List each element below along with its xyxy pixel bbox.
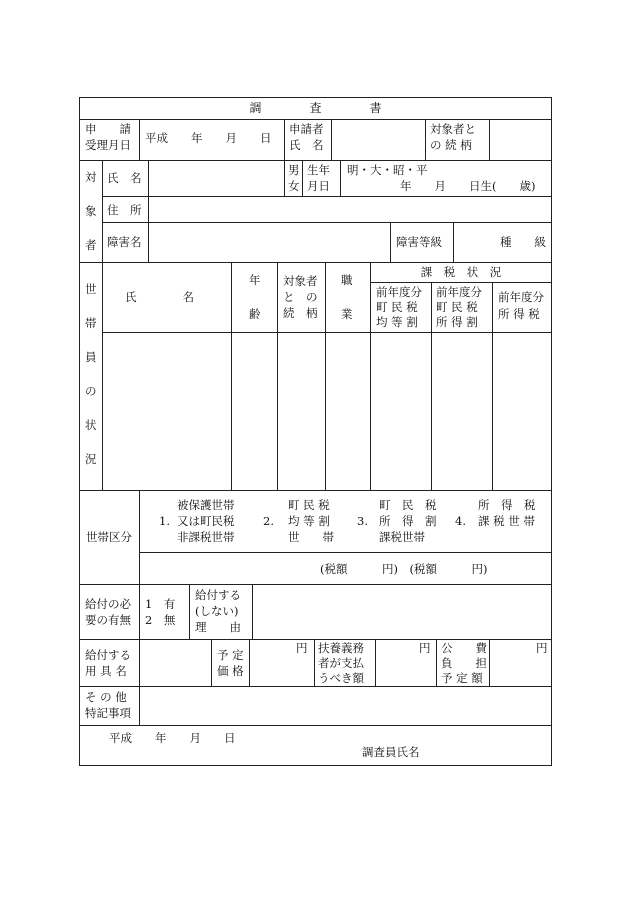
category-option-4-number[interactable]: 4. xyxy=(455,514,466,528)
receipt-date-label: 受理月日 xyxy=(85,138,131,152)
type-label: 種 級 xyxy=(500,235,546,249)
rule xyxy=(189,584,190,639)
border-top xyxy=(79,97,552,98)
planned-price-label: 予 定 xyxy=(217,648,244,662)
household-side-label: の xyxy=(85,384,97,398)
rule xyxy=(370,282,552,283)
birth-label: 生年 xyxy=(307,163,330,177)
category-option-4: 所 得 税 xyxy=(478,498,536,512)
disability-grade-label: 障害等級 xyxy=(396,235,442,249)
age-header: 年 xyxy=(249,273,261,287)
rule xyxy=(79,584,552,585)
household-category-label: 世帯区分 xyxy=(86,530,132,544)
border-right xyxy=(551,97,552,766)
applicant-label: 申請者 xyxy=(289,122,324,136)
form-title: 調 査 書 xyxy=(249,101,382,115)
rule xyxy=(453,222,454,262)
rule xyxy=(284,119,285,160)
rule xyxy=(302,160,303,196)
rule xyxy=(79,490,552,491)
category-option-1: 又は町民税 xyxy=(177,514,235,528)
public-expense-label: 公 費 xyxy=(441,641,487,655)
item-label: 用 具 名 xyxy=(85,664,127,678)
reason-field[interactable] xyxy=(256,586,550,637)
rule xyxy=(436,639,437,686)
household-members-area[interactable] xyxy=(104,334,550,488)
obligor-label: うべき額 xyxy=(318,671,364,685)
age-header: 齢 xyxy=(249,307,261,321)
item-name-field[interactable] xyxy=(143,641,209,684)
rule xyxy=(314,639,315,686)
notes-label: そ の 他 xyxy=(85,690,127,704)
rule xyxy=(139,584,140,639)
public-yen-unit: 円 xyxy=(536,641,548,655)
rule xyxy=(102,196,552,197)
rule xyxy=(79,262,552,263)
category-option-3-number[interactable]: 3. xyxy=(357,514,368,528)
era-options[interactable]: 明・大・昭・平 xyxy=(347,163,428,177)
rule xyxy=(102,262,103,490)
relation-header: 対象者 xyxy=(283,274,318,288)
necessity-label: 要の有無 xyxy=(85,613,131,627)
rule xyxy=(331,119,332,160)
disability-name-field[interactable] xyxy=(152,224,388,260)
category-option-3: 課税世帯 xyxy=(379,530,425,544)
gender-label: 男 xyxy=(288,163,300,177)
relation-label: 対象者と xyxy=(430,122,476,136)
reason-label: 給付する xyxy=(195,588,241,602)
rule xyxy=(139,639,140,686)
tax-amount-field[interactable]: (税額 円) (税額 円) xyxy=(320,562,488,576)
rule xyxy=(79,160,552,161)
address-label: 住 所 xyxy=(107,203,142,217)
tax-col2-header: 町 民 税 xyxy=(436,300,478,314)
tax-col1-header: 均 等 割 xyxy=(376,315,418,329)
border-left xyxy=(79,97,80,766)
applicant-name-field[interactable] xyxy=(336,121,424,159)
investigator-label: 調査員氏名 xyxy=(362,745,420,759)
household-side-label: 世 xyxy=(85,282,97,296)
investigator-name-field[interactable] xyxy=(425,743,549,763)
relation-label: の 続 柄 xyxy=(430,138,472,152)
rule xyxy=(102,332,552,333)
obligor-label: 扶養義務 xyxy=(318,641,364,655)
necessity-option-yes[interactable]: 1 有 xyxy=(145,597,176,611)
rule xyxy=(249,639,250,686)
occupation-header: 職 xyxy=(341,273,353,287)
footer-date-field[interactable]: 平成 年 月 日 xyxy=(109,731,236,745)
relation-header: と の xyxy=(283,290,318,304)
rule xyxy=(79,639,552,640)
rule xyxy=(340,160,341,196)
rule xyxy=(425,119,426,160)
rule xyxy=(211,639,212,686)
planned-price-label: 価 格 xyxy=(217,664,244,678)
reason-label: (しない) xyxy=(195,604,239,618)
rule xyxy=(284,160,285,196)
rule xyxy=(79,686,552,687)
rule xyxy=(79,119,552,120)
category-option-1: 非課税世帯 xyxy=(177,530,235,544)
rule xyxy=(489,639,490,686)
rule xyxy=(375,639,376,686)
rule xyxy=(139,686,140,725)
subject-side-label: 者 xyxy=(85,238,97,252)
public-expense-label: 予 定 額 xyxy=(441,671,483,685)
tax-col2-header: 前年度分 xyxy=(436,285,482,299)
reason-label: 理 由 xyxy=(195,620,241,634)
category-option-3: 町 民 税 xyxy=(379,498,437,512)
rule xyxy=(148,160,149,262)
obligor-yen-unit: 円 xyxy=(419,641,431,655)
birth-label: 月日 xyxy=(307,179,330,193)
item-label: 給付する xyxy=(85,648,131,662)
public-expense-label: 負 担 xyxy=(441,656,487,670)
relation-header: 続 柄 xyxy=(283,306,318,320)
category-option-2-number[interactable]: 2. xyxy=(263,514,274,528)
tax-col2-header: 所 得 割 xyxy=(436,315,478,329)
obligor-label: 者が支払 xyxy=(318,656,364,670)
subject-side-label: 対 xyxy=(85,170,97,184)
tax-col1-header: 町 民 税 xyxy=(376,300,418,314)
necessity-option-no[interactable]: 2 無 xyxy=(145,613,176,627)
rule xyxy=(390,222,391,262)
subject-name-label: 氏 名 xyxy=(107,171,142,185)
rule xyxy=(139,490,140,584)
household-side-label: 員 xyxy=(85,350,97,364)
receipt-date-field[interactable]: 平成 年 月 日 xyxy=(145,131,272,145)
birth-date-field[interactable]: 年 月 日生( 歳) xyxy=(400,179,536,193)
rule xyxy=(489,119,490,160)
tax-col1-header: 前年度分 xyxy=(376,285,422,299)
border-bottom xyxy=(79,765,552,766)
notes-field[interactable] xyxy=(143,688,550,723)
category-option-2: 町 民 税 xyxy=(288,498,330,512)
subject-side-label: 象 xyxy=(85,204,97,218)
address-field[interactable] xyxy=(152,198,550,220)
household-side-label: 況 xyxy=(85,452,97,466)
applicant-label: 氏 名 xyxy=(289,138,324,152)
subject-name-field[interactable] xyxy=(152,162,282,194)
rule xyxy=(102,160,103,262)
category-option-4: 課 税 世 帯 xyxy=(478,514,535,528)
tax-status-header: 課 税 状 況 xyxy=(420,265,502,279)
disability-name-label: 障害名 xyxy=(107,235,142,249)
category-option-2: 均 等 割 xyxy=(288,514,330,528)
household-side-label: 状 xyxy=(85,418,97,432)
rule xyxy=(139,119,140,160)
rule xyxy=(139,552,552,553)
tax-col3-header: 所 得 税 xyxy=(498,307,540,321)
rule xyxy=(252,584,253,639)
necessity-label: 給付の必 xyxy=(85,597,131,611)
relation-field[interactable] xyxy=(494,121,550,159)
rule xyxy=(79,725,552,726)
category-option-1-number[interactable]: 1. xyxy=(159,514,170,528)
gender-label: 女 xyxy=(288,179,300,193)
tax-col3-header: 前年度分 xyxy=(498,290,544,304)
rule xyxy=(102,222,552,223)
category-option-2: 世 帯 xyxy=(288,530,334,544)
household-side-label: 帯 xyxy=(85,316,97,330)
price-yen-unit: 円 xyxy=(296,641,308,655)
notes-label: 特記事項 xyxy=(85,706,131,720)
category-option-3: 所 得 割 xyxy=(379,514,437,528)
occupation-header: 業 xyxy=(341,307,353,321)
receipt-date-label: 申 請 xyxy=(85,122,131,136)
member-name-header: 氏 名 xyxy=(125,290,194,304)
category-option-1: 被保護世帯 xyxy=(177,498,235,512)
